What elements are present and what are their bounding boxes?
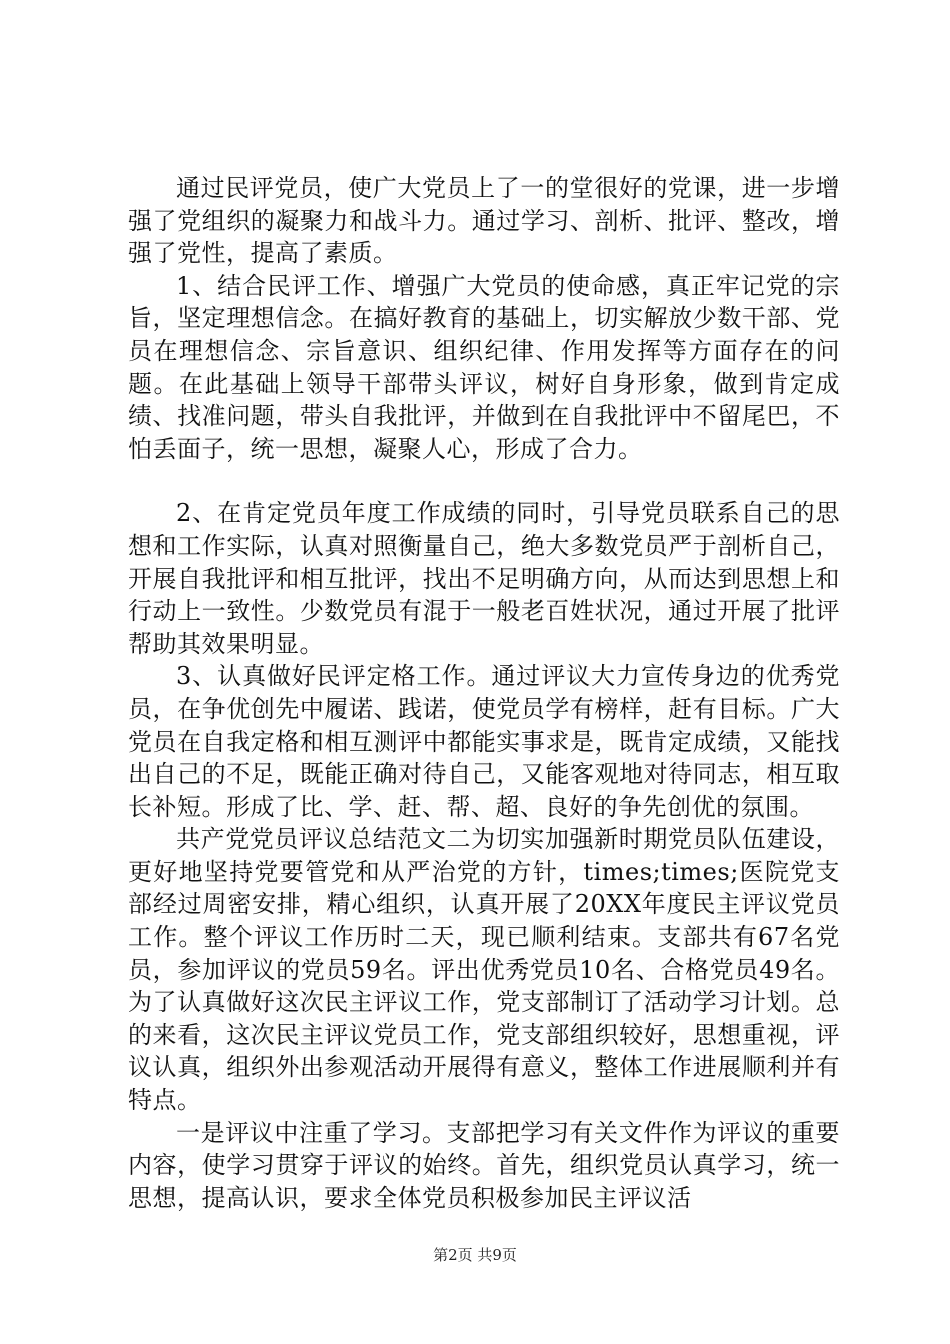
paragraph-point-2: 2、在肯定党员年度工作成绩的同时，引导党员联系自己的思想和工作实际，认真对照衡量自己，绝大多数党员严于剖析自己，开展自我批评和相互批评，找出不足明确方向，从而达到思想上和行动上一致性。少数党员有混于一般老百姓状况，通过开展了批评帮助其效果明显。 (128, 499, 840, 658)
paragraph-sample-two: 共产党党员评议总结范文二为切实加强新时期党员队伍建设，更好地坚持党要管党和从严治党的方针，times;times;医院党支部经过周密安排，精心组织，认真开展了20XX年度民主评议党员工作。整个评议工作历时二天，现已顺利结束。支部共有67名党员，参加评议的党员59名。评出优秀党员10名、合格党员49名。为了认真做好这次民主评议工作，党支部制订了活动学习计划。总的来看，这次民主评议党员工作，党支部组织较好，思想重视，评议认真，组织外出参观活动开展得有意义，整体工作进展顺利并有特点。 (128, 825, 840, 1115)
page-footer: 第2页 共9页 (433, 1246, 517, 1264)
paragraph-point-1: 1、结合民评工作、增强广大党员的使命感，真正牢记党的宗旨，坚定理想信念。在搞好教育的基础上，切实解放少数干部、党员在理想信念、宗旨意识、组织纪律、作用发挥等方面存在的问题。在此基础上领导干部带头评议，树好自身形象，做到肯定成绩、找准问题，带头自我批评，并做到在自我批评中不留尾巴，不怕丢面子，统一思想，凝聚人心，形成了合力。 (128, 271, 840, 463)
document-body (128, 172, 840, 1214)
paragraph-point-3: 3、认真做好民评定格工作。通过评议大力宣传身边的优秀党员，在争优创先中履诺、践诺，使党员学有榜样，赶有目标。广大党员在自我定格和相互测评中都能实事求是，既肯定成绩，又能找出自己的不足，既能正确对待自己，又能客观地对待同志，相互取长补短。形成了比、学、赶、帮、超、良好的争先创优的氛围。 (128, 662, 840, 821)
paragraph-first-feature: 一是评议中注重了学习。支部把学习有关文件作为评议的重要内容，使学习贯穿于评议的始终。首先，组织党员认真学习，统一思想，提高认识，要求全体党员积极参加民主评议活 (128, 1118, 840, 1212)
paragraph-intro: 通过民评党员，使广大党员上了一的堂很好的党课，进一步增强了党组织的凝聚力和战斗力。通过学习、剖析、批评、整改，增强了党性，提高了素质。 (128, 174, 840, 268)
